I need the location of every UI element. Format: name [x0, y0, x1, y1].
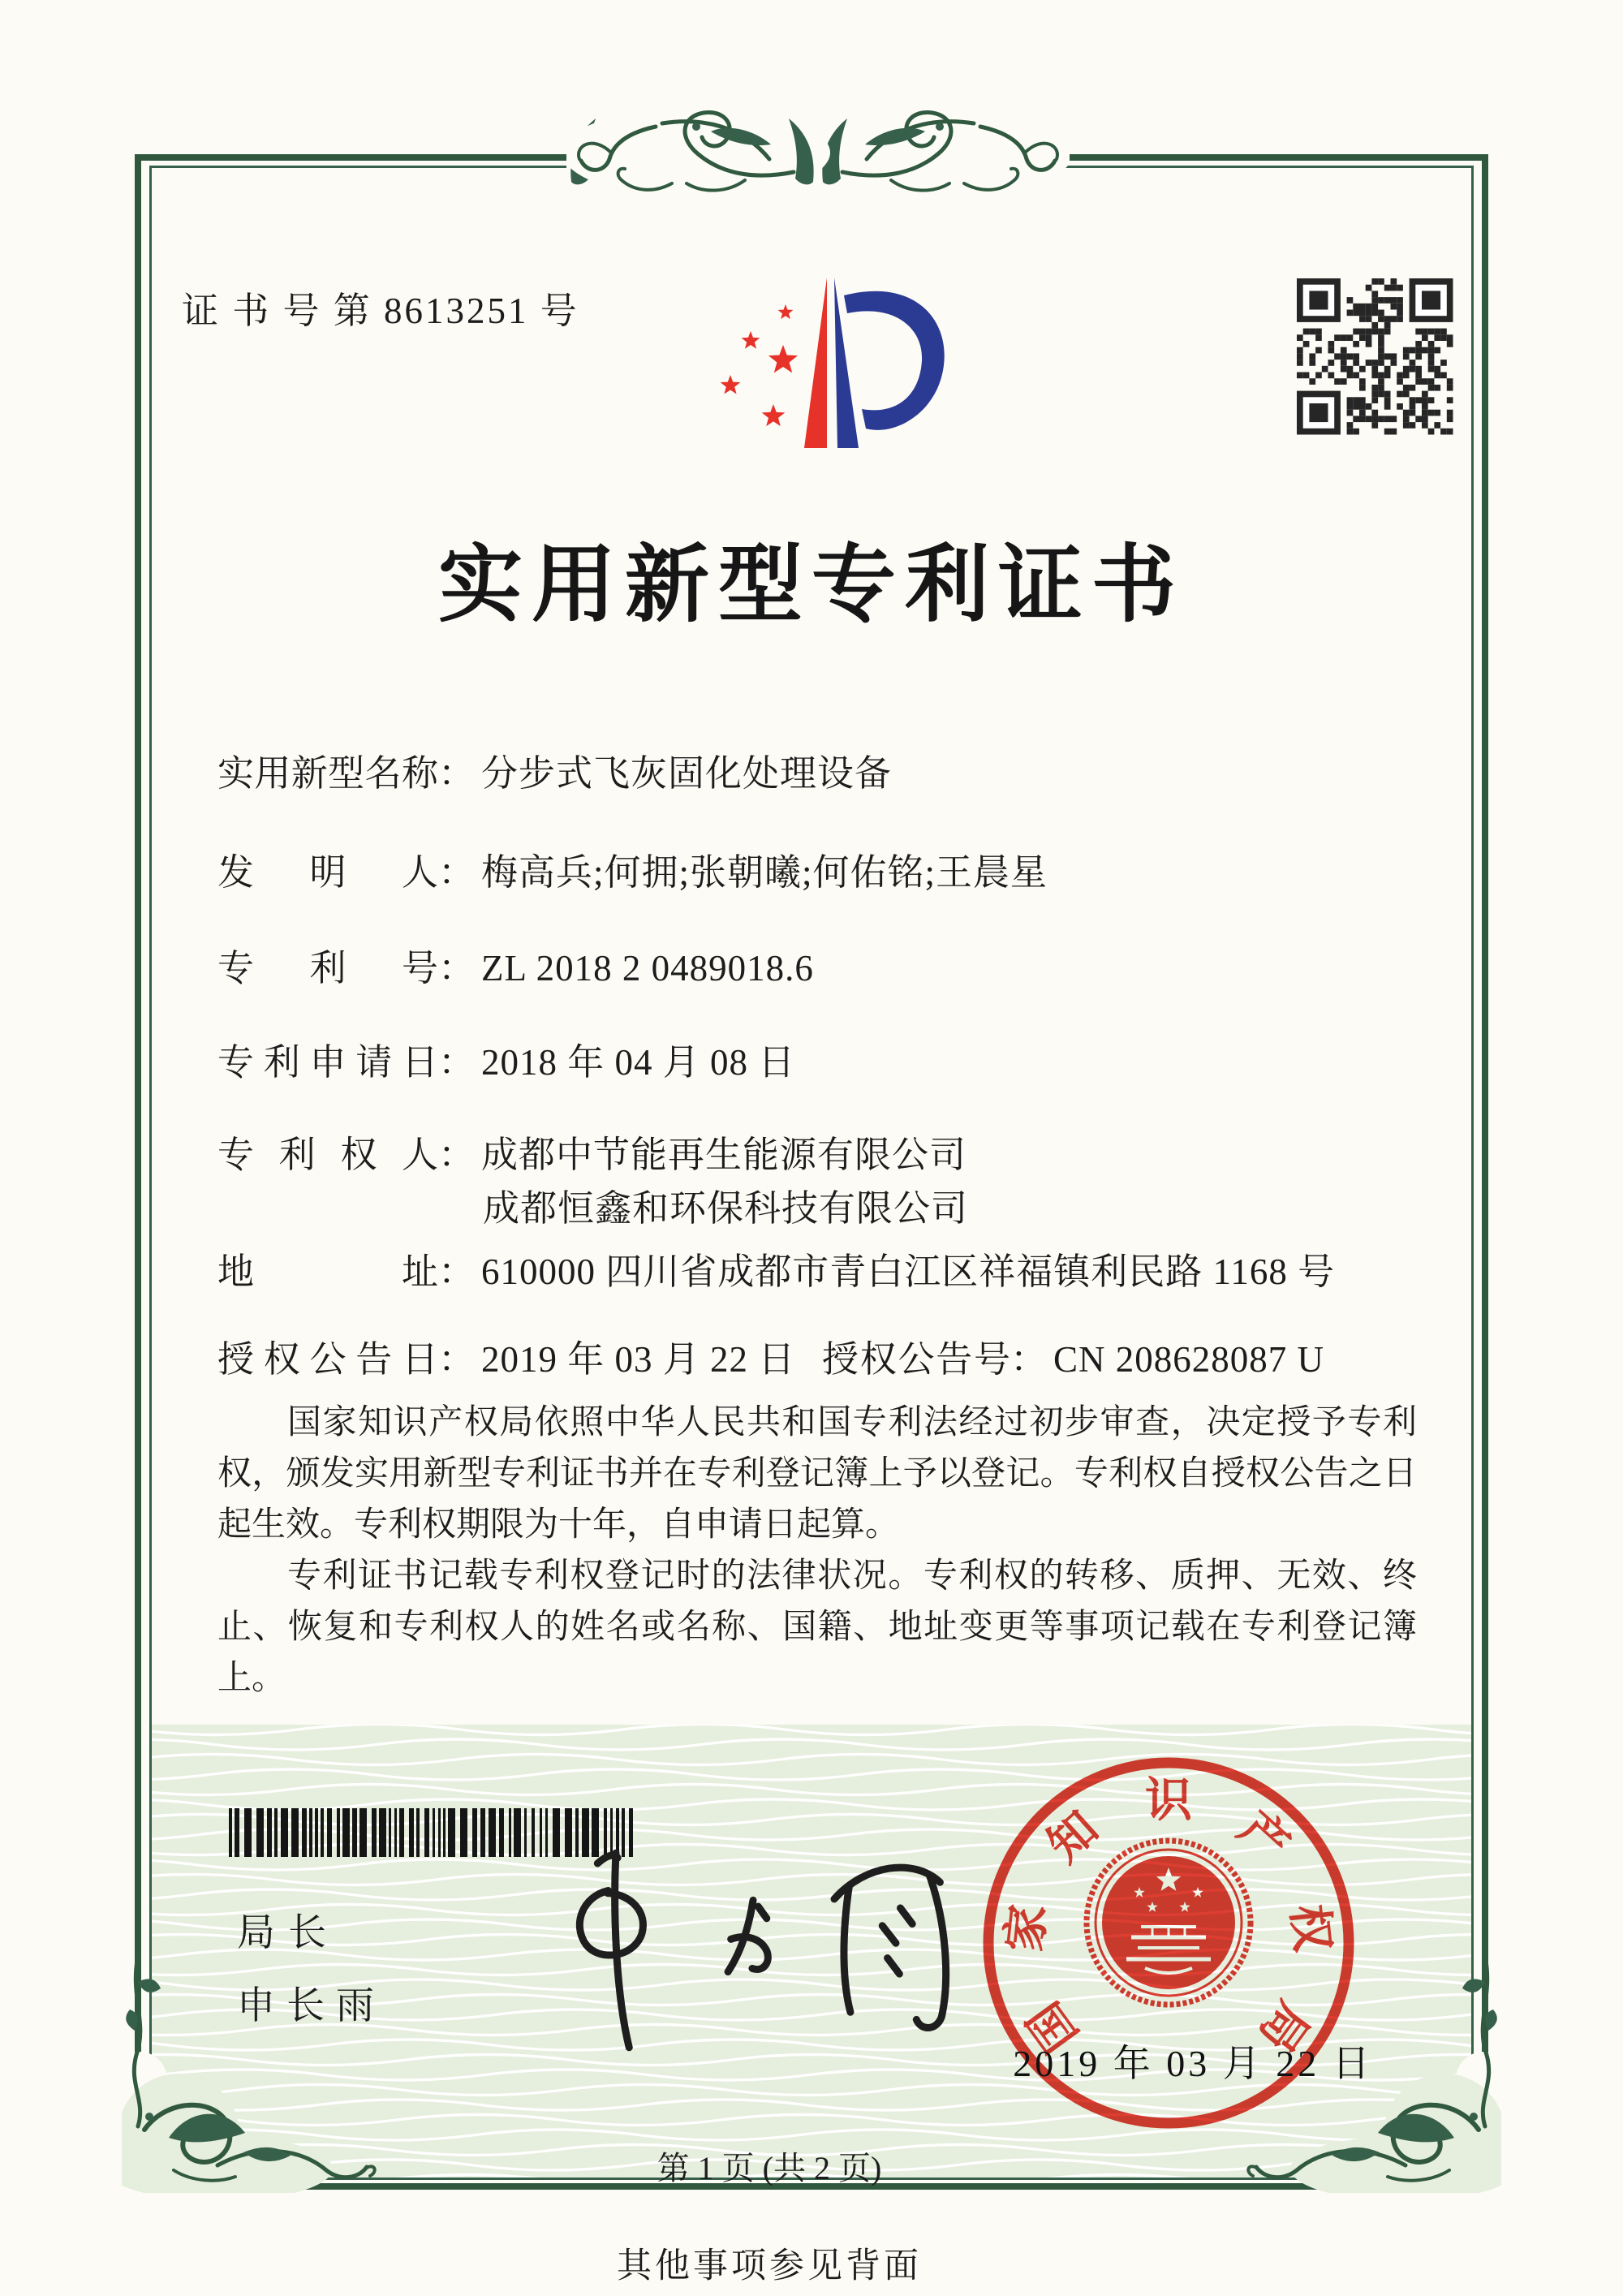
page-number: 第 1 页 (共 2 页) — [657, 2150, 882, 2186]
signature-script-icon — [483, 1824, 993, 2068]
svg-text:家: 家 — [997, 1902, 1056, 1954]
svg-text:识: 识 — [1144, 1773, 1193, 1827]
field-label: 授 权 公 告 日 — [217, 1339, 438, 1380]
field-label: 地 址 — [217, 1251, 438, 1292]
field-value: 分步式飞灰固化处理设备 — [481, 753, 893, 794]
field-value: 成都中节能再生能源有限公司 — [481, 1135, 967, 1175]
signer-title: 局长 — [237, 1912, 339, 1954]
field-grant-no: 授 权 公 告 号 ： CN 208628087 U — [822, 1329, 1324, 1382]
field-row-inventors: 发 明 人 ： 梅高兵;何拥;张朝曦;何佑铭;王晨星 — [217, 842, 1048, 895]
certificate-number: 证 书 号 第 8613251 号 — [182, 291, 579, 331]
field-value: 2019 年 03 月 22 日 — [481, 1339, 796, 1380]
seal-date: 2019 年 03 月 22 日 — [1013, 2043, 1373, 2084]
field-row-patentee: 专 利 权 人 ： 成都中节能再生能源有限公司 成都恒鑫和环保科技有限公司 — [217, 1125, 966, 1178]
field-label: 发 明 人 — [217, 852, 438, 893]
certificate-title: 实用新型专利证书 — [437, 539, 1185, 632]
top-dragon-ornament-icon — [566, 102, 1070, 200]
field-value: ZL 2018 2 0489018.6 — [481, 948, 814, 989]
field-value: 2018 年 04 月 08 日 — [481, 1042, 796, 1083]
svg-text:产: 产 — [1229, 1801, 1300, 1872]
field-value: 610000 四川省成都市青白江区祥福镇利民路 1168 号 — [481, 1251, 1336, 1292]
signer-name: 申长雨 — [237, 1985, 385, 2027]
svg-text:权: 权 — [1281, 1902, 1340, 1954]
field-row-patent-no: 专 利 号 ： ZL 2018 2 0489018.6 — [217, 938, 814, 991]
field-row-filing-date: 专 利 申 请 日 ： 2018 年 04 月 08 日 — [217, 1032, 795, 1085]
field-row-name: 实 用 新 型 名 称 ： 分步式飞灰固化处理设备 — [217, 743, 892, 796]
qr-code-icon — [1297, 278, 1453, 439]
field-value: 梅高兵;何拥;张朝曦;何佑铭;王晨星 — [481, 852, 1048, 893]
cnipa-logo-icon — [706, 253, 949, 456]
back-note: 其他事项参见背面 — [617, 2247, 922, 2285]
field-row-grant: 授 权 公 告 日 ： 2019 年 03 月 22 日 授 权 公 告 号 ： CN 208628087 U — [217, 1329, 795, 1382]
statutory-text — [217, 1398, 1417, 1704]
field-label: 专 利 号 — [217, 948, 438, 989]
field-label: 专 利 权 人 — [217, 1135, 438, 1175]
field-value-line2: 成都恒鑫和环保科技有限公司 — [483, 1188, 969, 1229]
field-label: 实 用 新 型 名 称 — [217, 753, 438, 794]
field-label: 授 权 公 告 号 — [822, 1339, 1010, 1380]
svg-text:知: 知 — [1037, 1801, 1109, 1872]
field-label: 专 利 申 请 日 — [217, 1042, 438, 1083]
field-value: CN 208628087 U — [1053, 1339, 1325, 1380]
body-paragraph-1: 国家知识产权局依照中华人民共和国专利法经过初步审查，决定授予专利权，颁发实用新型专利证书并在专利登记簿上予以登记。专利权自授权公告之日起生效。专利权期限为十年，自申请日起算。 — [217, 1404, 1417, 1544]
svg-text:国: 国 — [1018, 1992, 1088, 2062]
svg-text:局: 局 — [1249, 1992, 1319, 2062]
body-paragraph-2: 专利证书记载专利权登记时的法律状况。专利权的转移、质押、无效、终止、恢复和专利权人的姓名或名称、国籍、地址变更等事项记载在专利登记簿上。 — [217, 1557, 1417, 1697]
field-row-address: 地 址 ： 610000 四川省成都市青白江区祥福镇利民路 1168 号 — [217, 1242, 1335, 1294]
